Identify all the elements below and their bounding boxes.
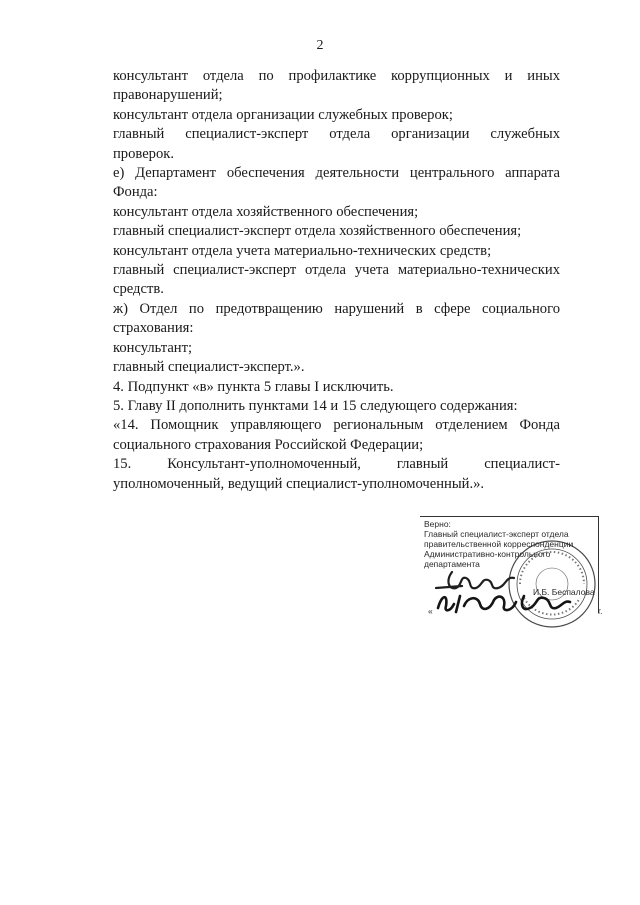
- paragraph-line: социального страхования Российской Федерации;: [113, 436, 424, 453]
- paragraph-line: главный специалист-эксперт отдела хозяйственного обеспечения;: [113, 223, 522, 240]
- paragraph-line: средств.: [113, 281, 164, 298]
- paragraph-line: консультант;: [113, 339, 193, 356]
- certifier-division: Административно-контрольного: [424, 549, 551, 559]
- certification-text: [424, 519, 600, 569]
- section-heading-line: ж) Отдел по предотвращению нарушений в сфере социального: [113, 300, 560, 317]
- paragraph-line: консультант отдела организации служебных проверок;: [113, 106, 453, 123]
- paragraph-line: 5. Главу II дополнить пунктами 14 и 15 следующего содержания:: [113, 397, 518, 414]
- paragraph-line: правонарушений;: [113, 87, 223, 104]
- paragraph-line: главный специалист-эксперт отдела организации служебных: [113, 126, 560, 143]
- certification-label: Верно:: [424, 519, 451, 529]
- document-body: [113, 67, 560, 494]
- paragraph-line: главный специалист-эксперт отдела учета материально-технических: [113, 262, 560, 279]
- paragraph-line: консультант отдела учета материально-технических средств;: [113, 242, 492, 259]
- paragraph-line: консультант отдела хозяйственного обеспечения;: [113, 203, 419, 220]
- paragraph-line: уполномоченный, ведущий специалист-уполномоченный.».: [113, 475, 485, 492]
- year-suffix: г.: [598, 606, 603, 616]
- date-open-quote: «: [428, 606, 433, 616]
- paragraph-line: проверок.: [113, 145, 175, 162]
- paragraph-line: консультант отдела по профилактике коррупционных и иных: [113, 68, 560, 84]
- section-heading-line: Фонда:: [113, 184, 158, 201]
- handwritten-date-icon: [434, 590, 584, 616]
- page-number: 2: [316, 38, 324, 53]
- certifier-title: Главный специалист-эксперт отдела: [424, 529, 569, 539]
- section-heading-line: е) Департамент обеспечения деятельности центрального аппарата: [113, 165, 560, 182]
- certifier-department: правительственной корреспонденции: [424, 539, 574, 549]
- paragraph-line: главный специалист-эксперт.».: [113, 359, 305, 376]
- section-heading-line: страхования:: [113, 320, 194, 337]
- certifier-division-suffix: департамента: [424, 559, 480, 569]
- paragraph-line: «14. Помощник управляющего региональным отделением Фонда: [113, 417, 560, 434]
- paragraph-line: 15. Консультант-уполномоченный, главный специалист-: [113, 456, 560, 473]
- paragraph-line: 4. Подпункт «в» пункта 5 главы I исключить.: [113, 378, 394, 395]
- certification-block: [420, 516, 606, 616]
- certifier-name: И.Б. Беспалова: [533, 587, 595, 597]
